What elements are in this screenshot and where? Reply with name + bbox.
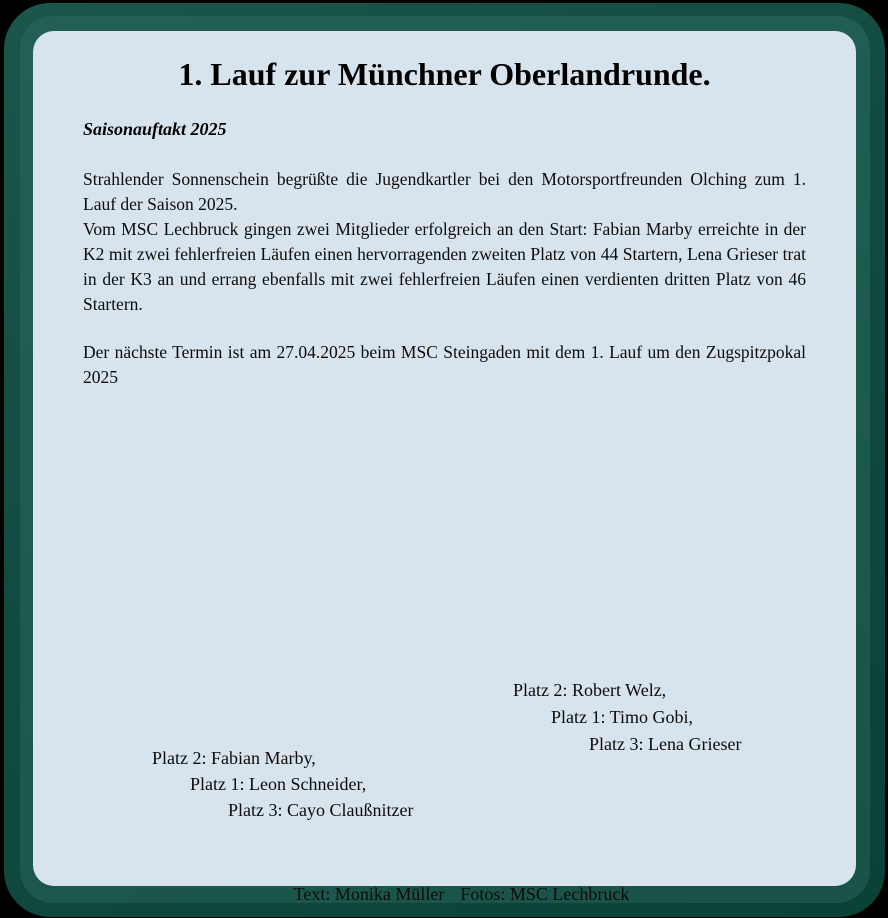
photo-caption-group-left [152, 745, 413, 823]
caption-line: Platz 1: Timo Gobi, [551, 707, 694, 727]
article-paragraph-main [83, 167, 806, 317]
inner-frame [20, 16, 870, 903]
article-paragraph-next-event: Der nächste Termin ist am 27.04.2025 beim MSC Steingaden mit dem 1. Lauf um den Zugspitzpokal 2025 [83, 341, 806, 387]
outer-frame [4, 3, 885, 917]
caption-line: Platz 2: Robert Welz, [513, 680, 667, 700]
paragraph-results-line: Vom MSC Lechbruck gingen zwei Mitglieder erfolgreich an den Start: Fabian Marby erreichte in der K2 mit zwei fehlerfreien Läufen einen hervorragenden zweiten Platz von 44 Startern, Lena Grieser trat in der K3 an und errang ebenfalls mit zwei fehlerfreien Läufen einen verdienten dritten Platz von 46 Startern. [83, 218, 806, 314]
caption-line: Platz 1: Leon Schneider, [190, 774, 367, 794]
photo-caption-group-right [513, 677, 741, 758]
article-subtitle: Saisonauftakt 2025 [83, 118, 227, 139]
text-credit: Text: Monika Müller [293, 884, 445, 904]
credits-line [83, 882, 806, 907]
article-card [33, 31, 856, 904]
caption-line: Platz 3: Cayo Claußnitzer [228, 800, 414, 820]
page-title: 1. Lauf zur Münchner Oberlandrunde. [178, 56, 711, 92]
paragraph-intro-line: Strahlender Sonnenschein begrüßte die Jugendkartler bei den Motorsportfreunden Olching zum 1. Lauf der Saison 2025. [83, 168, 806, 214]
caption-line: Platz 2: Fabian Marby, [152, 748, 316, 768]
photo-credit: Fotos: MSC Lechbruck [460, 884, 630, 904]
caption-line: Platz 3: Lena Grieser [589, 734, 742, 754]
